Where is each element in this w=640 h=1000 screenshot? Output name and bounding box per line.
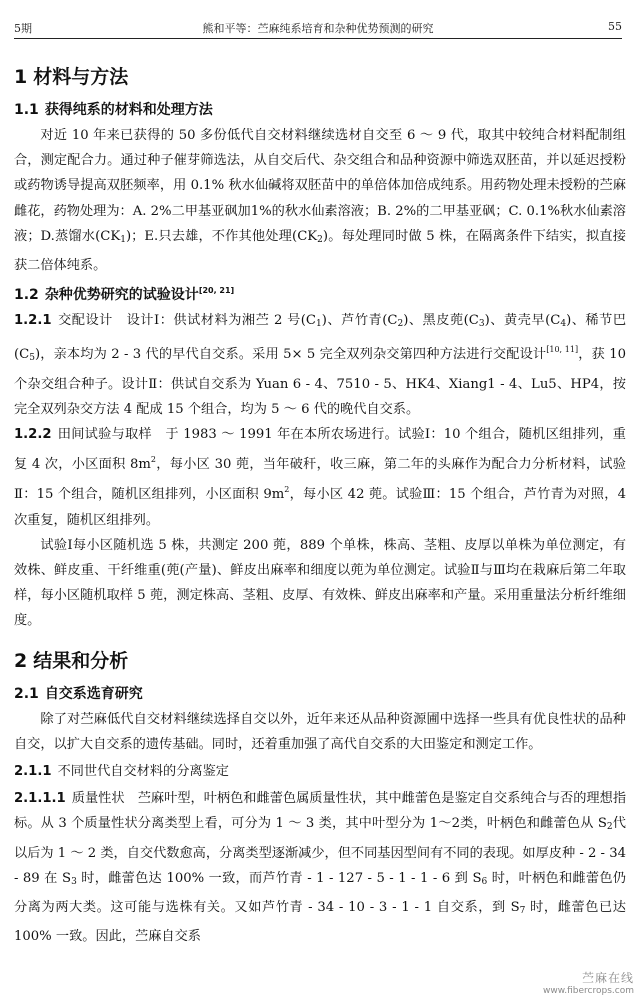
section-number: 1.1	[14, 102, 39, 118]
paragraph-1-2-2: 1.2.2 田间试验与取样 于 1983 ～ 1991 年在本所农场进行。试验Ⅰ：10 个组合，随机区组排列，重复 4 次，小区面积 $8m^2$，每小区 30 蔸，当年破秆，收三麻，第二年的头麻作为配合力分析材料，试验Ⅱ：15 个组合，随机区组排列，小区面积 $9m^2$，每小区 42 蔸。试验Ⅲ：15 个组合，芦竹青为对照，4次重复，随机区组排列。	[14, 427, 626, 528]
paragraph-2-1: 除了对苎麻低代自交材料继续选择自交以外，近年来还从品种资源圃中选择一些具有优良性状的品种自交，以扩大自交系的遗传基础。同时，还着重加强了高代自交系的大田鉴定和测定工作。	[14, 711, 626, 752]
section-title: 杂种优势研究的试验设计	[44, 287, 199, 304]
paragraph-1-1: 对近 10 年来已获得的 50 多份低代自交材料继续选材自交至 6 ～ 9 代，取其中较纯合材料配制组合，测定配合力。通过种子催芽筛选法，从自交后代、杂交组合和品种资源中筛选双胚苗，并以延迟授粉或药物诱导提高双胚频率，用 0.1% 秋水仙碱将双胚苗中的单倍体加倍成纯系。用药物处理未授粉的苎麻雌花，药物处理为：A. 2%二甲基亚砜加1%的秋水仙素溶液；B. 2%的二甲基亚砜；C. 0.1%秋水仙素溶液；D.蒸馏水$(CK_1)$；E.只去雄，不作其他处理$(CK_2)$。每处理同时做 5 株，在隔离条件下结实，拟直接获二倍体纯系。	[14, 128, 626, 274]
issue-label: 5期	[14, 22, 32, 35]
section-title: 结果和分析	[33, 649, 129, 672]
section-heading-2	[14, 646, 626, 673]
watermark	[543, 969, 634, 996]
section-number: 2	[14, 649, 28, 672]
section-heading-1-2	[14, 284, 626, 304]
paragraph-1-2-2-b: 试验Ⅰ每小区随机选 5 株，共测定 200 蔸，889 个单株，株高、茎粗、皮厚以单株为单位测定，有效株、鲜皮重、干纤维重(蔸(产量)、鲜皮出麻率和细度以蔸为单位测定。试验Ⅱ与Ⅲ均在栽麻后第二年取样，每小区随机取样 5 蔸，测定株高、茎粗、皮厚、有效株、鲜皮出麻率和产量。采用重量法分析纤维细度。	[14, 537, 626, 629]
paragraph-1-2-1: 1.2.1 交配设计 设计Ⅰ：供试材料为湘苎 2 号$(C_1)$、芦竹青$(C_2)$、黑皮蔸$(C_3)$、黄壳早$(C_4)$、稀节巴$(C_5)$，亲本均为 2 - 3 代的早代自交系。采用 5× 5 完全双列杂交第四种方法进行交配设计[10, 11]，获 10 个杂交组合种子。设计Ⅱ：供试自交系为 Yuan 6 - 4、7510 - 5、HK4、Xiang1 - 4、Lu5、HP4，按完全双列杂交方法 4 配成 15 个组合，均为 5 ～ 6 代的晚代自交系。	[14, 313, 627, 417]
section-heading-2-1	[14, 683, 626, 703]
header-rule	[14, 38, 622, 39]
paragraph-2-1-1-1: 2.1.1.1 质量性状 苎麻叶型，叶柄色和雌蕾色属质量性状，其中雌蕾色是鉴定自交系纯合与否的理想指标。从 3 个质量性状分离类型上看，可分为 1 ～ 3 类，其中叶型分为 1～2类，叶柄色和雌蕾色从 $S_2$代以后为 1 ～ 2 类，自交代数愈高，分离类型逐渐减少，但不同基因型间有不同的表现。如厚皮种 - 2 - 34 - 89 在 $S_3$ 时，雌蕾色达 100% 一致，而芦竹青 - 1 - 127 - 5 - 1 - 1 - 6 到 $S_6$ 时，叶柄色和雌蕾色仍分离为两大类。这可能与选株有关。又如芦竹青 - 34 - 10 - 3 - 1 - 1 自交系，到 $S_7$ 时，雌蕾色已达 100% 一致。因此，苎麻自交系	[14, 791, 627, 945]
section-number: 1	[14, 66, 28, 88]
article-body	[14, 56, 626, 949]
watermark-url: www.fibercrops.com	[543, 986, 634, 996]
section-number: 1.2	[14, 287, 39, 304]
section-title: 材料与方法	[33, 66, 129, 88]
citation: [20, 21]	[198, 286, 235, 296]
section-heading-1-1	[14, 99, 626, 119]
citation: [10, 11]	[546, 345, 579, 355]
section-title: 获得纯系的材料和处理方法	[44, 102, 213, 118]
watermark-title: 苎麻在线	[581, 971, 634, 985]
running-header	[14, 16, 622, 38]
section-heading-2-1-1: 2.1.1 不同世代自交材料的分离鉴定	[14, 764, 229, 780]
section-heading-1	[14, 62, 626, 89]
section-title: 自交系选育研究	[44, 685, 143, 702]
running-title: 熊和平等：苎麻纯系培育和杂种优势预测的研究	[202, 22, 434, 35]
page-number: 55	[608, 20, 622, 33]
section-number: 2.1	[14, 685, 39, 702]
